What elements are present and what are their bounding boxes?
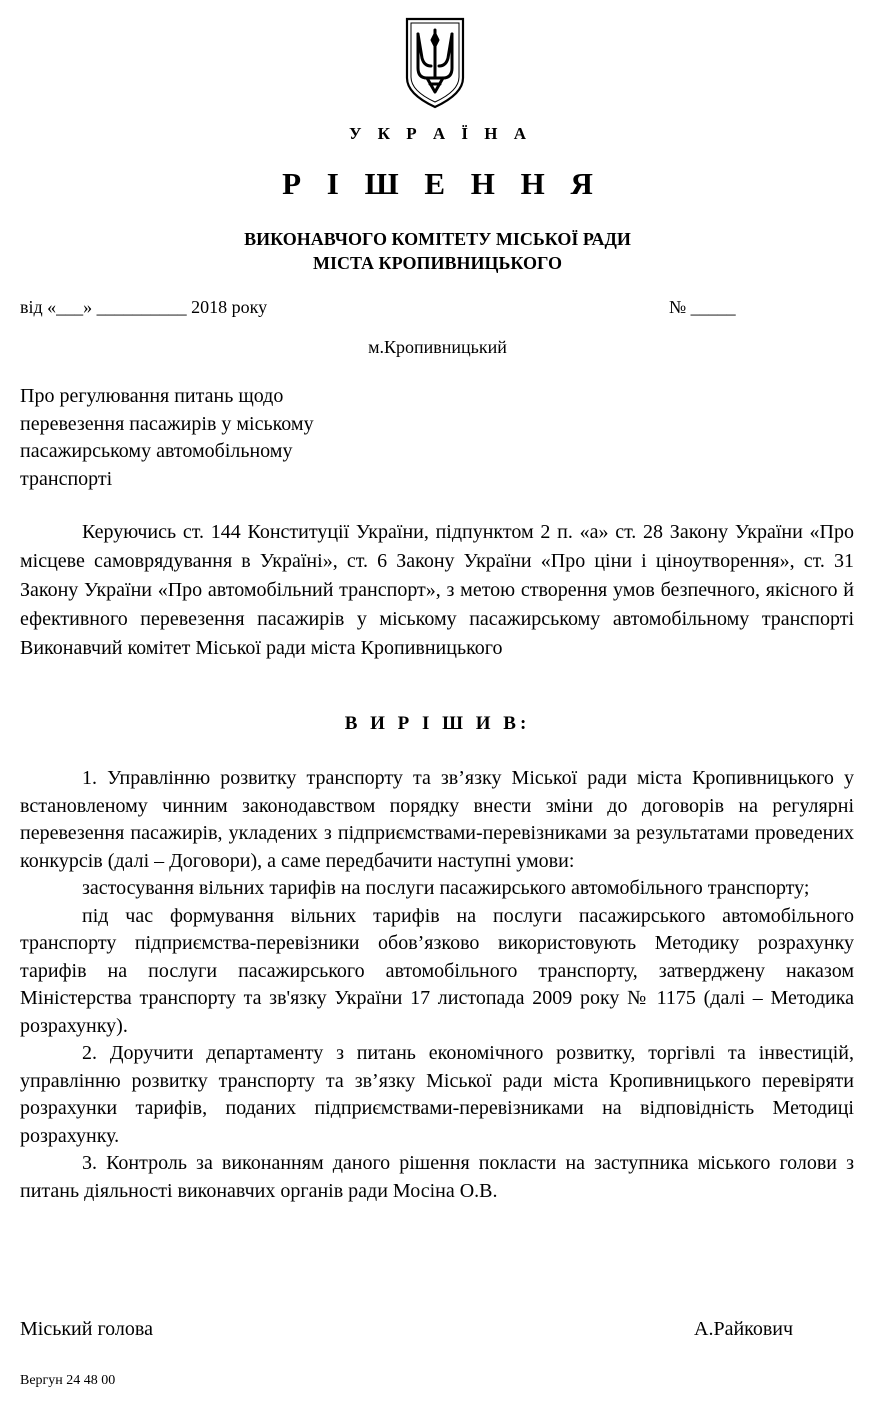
issuer-heading [0,227,875,275]
document-date: від «___» __________ 2018 року [20,297,268,317]
preamble-paragraph: Керуючись ст. 144 Конституції України, підпунктом 2 п. «а» ст. 28 Закону України «Про місцеве самоврядування в Україні», ст. 6 Закону України «Про ціни і ціноутворення», ст. 31 Закону України «Про автомобільний транспорт», з метою створення умов безпечного, якісного й ефективного перевезення пасажирів у міському пасажирському автомобільному транспорті Виконавчий комітет Міської ради міста Кропивницького [20,521,854,659]
decision-item-1-condition-a: застосування вільних тарифів на послуги пасажирського автомобільного транспорту; [82,877,810,899]
decided-heading: В И Р І Ш И В: [344,713,531,734]
signature-title: Міський голова [20,1318,153,1340]
subject-line-3: пасажирському автомобільному [20,440,293,462]
decision-body [20,765,854,1205]
decision-item-3: 3. Контроль за виконанням даного рішення покласти на заступника міського голови з питань діяльності виконавчих органів ради Мосіна О.В. [20,1152,854,1202]
document-city: м.Кропивницький [368,337,507,357]
issuer-line-1: ВИКОНАВЧОГО КОМІТЕТУ МІСЬКОЇ РАДИ [244,229,631,249]
country-heading: У К Р А Ї Н А [348,124,533,143]
subject-line-2: перевезення пасажирів у міському [20,412,314,435]
issuer-line-2: МІСТА КРОПИВНИЦЬКОГО [312,253,563,273]
subject-line-1: Про регулювання питань щодо [20,385,284,407]
decision-item-1-condition-b: під час формування вільних тарифів на послуги пасажирського автомобільного транспорту підприємства-перевізники обов’язково використовують Методику розрахунку тарифів на послуги пасажирського автомобільного транспорту, затверджену наказом Міністерства транспорту та зв'язку України 17 листопада 2009 року № 1175 (далі – Методика розрахунку). [20,904,854,1037]
document-subject [20,383,400,493]
subject-line-4: транспорті [20,467,113,490]
decision-item-2: 2. Доручити департаменту з питань економічного розвитку, торгівлі та інвестицій, управлінню розвитку транспорту та зв’язку Міської ради міста Кропивницького перевіряти розрахунки тарифів, поданих підприємствами-перевізниками на відповідність Методиці розрахунку. [20,1042,854,1147]
executor-contact: Вергун 24 48 00 [20,1373,116,1388]
signature-name: А.Райкович [694,1318,794,1340]
trident-emblem-icon [403,16,467,110]
decision-item-1: 1. Управлінню розвитку транспорту та зв’язку Міської ради міста Кропивницького у встановленому чинним законодавством порядку внести зміни до договорів на регулярні перевезення пасажирів, укладених з підприємствами-перевізниками за результатами проведених конкурсів (далі – Договори), а саме передбачити наступні умови: [20,767,854,872]
document-type-heading: Р І Ш Е Н Н Я [282,166,602,201]
document-number: № _____ [669,297,736,317]
